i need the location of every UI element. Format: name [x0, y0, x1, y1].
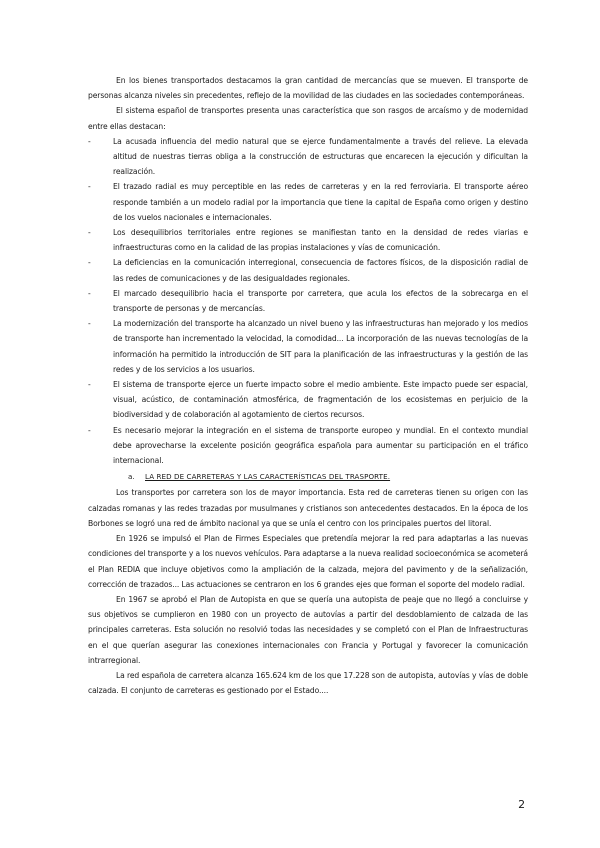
list-item — [88, 286, 528, 316]
paragraph-intro-1: En los bienes transportados destacamos la gran cantidad de mercancías que se mueven. El transporte de personas alcanza niveles sin precedentes, reflejo de la movilidad de las ciudades en las sociedades contemporáneas. — [88, 76, 528, 101]
list-item-text: Es necesario mejorar la integración en el sistema de transporte europeo y mundial. En el contexto mundial debe aprovecharse la excelente posición geográfica española para aumentar su participación en el tráfico internacional. — [113, 425, 528, 466]
section-title: LA RED DE CARRETERAS Y LAS CARACTERÍSTICAS DEL TRASPORTE. — [145, 472, 391, 482]
list-item-text: La acusada influencia del medio natural que se ejerce fundamentalmente a través del relieve. La elevada altitud de nuestras tierras obliga a la construcción de estructuras que encarecen la ejecución y dificultan la realización. — [113, 136, 528, 177]
list-item-text: La modernización del transporte ha alcanzado un nivel bueno y las infraestructuras han mejorado y los medios de transporte han incrementado la velocidad, la comodidad... La incorporación de las nuevas tecnologías de la información ha permitido la introducción de SIT para la planificación de las infraestructuras y la gestión de las redes y de los servicios a los usuarios. — [113, 319, 528, 374]
list-item-text: La deficiencias en la comunicación interregional, consecuencia de factores físicos, de la disposición radial de las redes de comunicaciones y de las desigualdades regionales. — [113, 258, 528, 283]
list-item — [88, 423, 528, 469]
paragraph-section-2: En 1926 se impulsó el Plan de Firmes Especiales que pretendía mejorar la red para adaptarlas a las nuevas condiciones del transporte y a los nuevos vehículos. Para adaptarse a la nueva realidad socioeconómica se acometerá el Plan REDIA que incluye objetivos como la ampliación de la calzada, mejora del pavimento y de la señalización, corrección de trazados... Las actuaciones se centraron en los 6 grandes ejes que forman el soporte del modelo radial. — [88, 534, 528, 589]
paragraph-section-1: Los transportes por carretera son los de mayor importancia. Esta red de carreteras tienen su origen con las calzadas romanas y las redes trazadas por musulmanes y cristianos son antecedentes destacados. En la época de los Borbones se logró una red de ámbito nacional ya que se unía el centro con los principales puertos del litoral. — [88, 488, 528, 528]
list-item-text: El sistema de transporte ejerce un fuerte impacto sobre el medio ambiente. Este impacto puede ser espacial, visual, acústico, de contaminación atmosférica, de fragmentación de los ecosistemas en perjuicio de la biodiversidad y de colaboración al agotamiento de ciertos recursos. — [113, 380, 528, 420]
bullet-marker: - — [88, 319, 91, 329]
bullet-marker: - — [88, 136, 91, 146]
list-item-text: Los desequilibrios territoriales entre regiones se manifiestan tanto en la densidad de redes viarias e infraestructuras como en la calidad de las propias instalaciones y vías de comunicación. — [113, 228, 528, 253]
bullet-marker: - — [88, 258, 91, 268]
list-item — [88, 316, 528, 377]
list-item — [88, 255, 528, 285]
paragraph-section-4: La red española de carretera alcanza 165.624 km de los que 17.228 son de autopista, autovías y vías de doble calzada. El conjunto de carreteras es gestionado por el Estado.... — [88, 670, 528, 696]
paragraph-intro-2: El sistema español de transportes presenta unas característica que son rasgos de arcaísmo y de modernidad entre ellas destacan: — [88, 106, 528, 131]
list-item-text: El marcado desequilibrio hacia el transporte por carretera, que acula los efectos de la sobrecarga en el transporte de personas y de mercancías. — [113, 288, 528, 314]
section-letter: a. — [128, 472, 135, 482]
bullet-marker: - — [88, 425, 91, 435]
bullet-marker: - — [88, 288, 91, 298]
page-number: 2 — [518, 798, 525, 811]
list-item — [88, 179, 528, 225]
section-heading — [128, 469, 528, 484]
bullet-marker: - — [88, 380, 91, 390]
paragraph-section-3: En 1967 se aprobó el Plan de Autopista en que se quería una autopista de peaje que no llegó a concluirse y sus objetivos se cumplieron en 1980 con un proyecto de autovías a partir del desdoblamiento de calzada de las principales carreteras. Esta solución no resolvió todas las necesidades y se completó con el Plan de Infraestructuras en el que querían asegurar las conexiones internacionales con Francia y Portugal y favorecer la comunicación intrarregional. — [88, 594, 528, 665]
document-body — [88, 73, 528, 698]
list-item — [88, 225, 528, 255]
bullet-marker: - — [88, 228, 91, 238]
list-item-text: El trazado radial es muy perceptible en las redes de carreteras y en la red ferroviaria. El transporte aéreo responde también a un modelo radial por la importancia que tiene la capital de España como origen y destino de los vuelos nacionales e internacionales. — [113, 182, 528, 222]
list-item — [88, 377, 528, 423]
bullet-marker: - — [88, 182, 91, 192]
characteristics-list — [88, 134, 528, 468]
list-item — [88, 134, 528, 180]
